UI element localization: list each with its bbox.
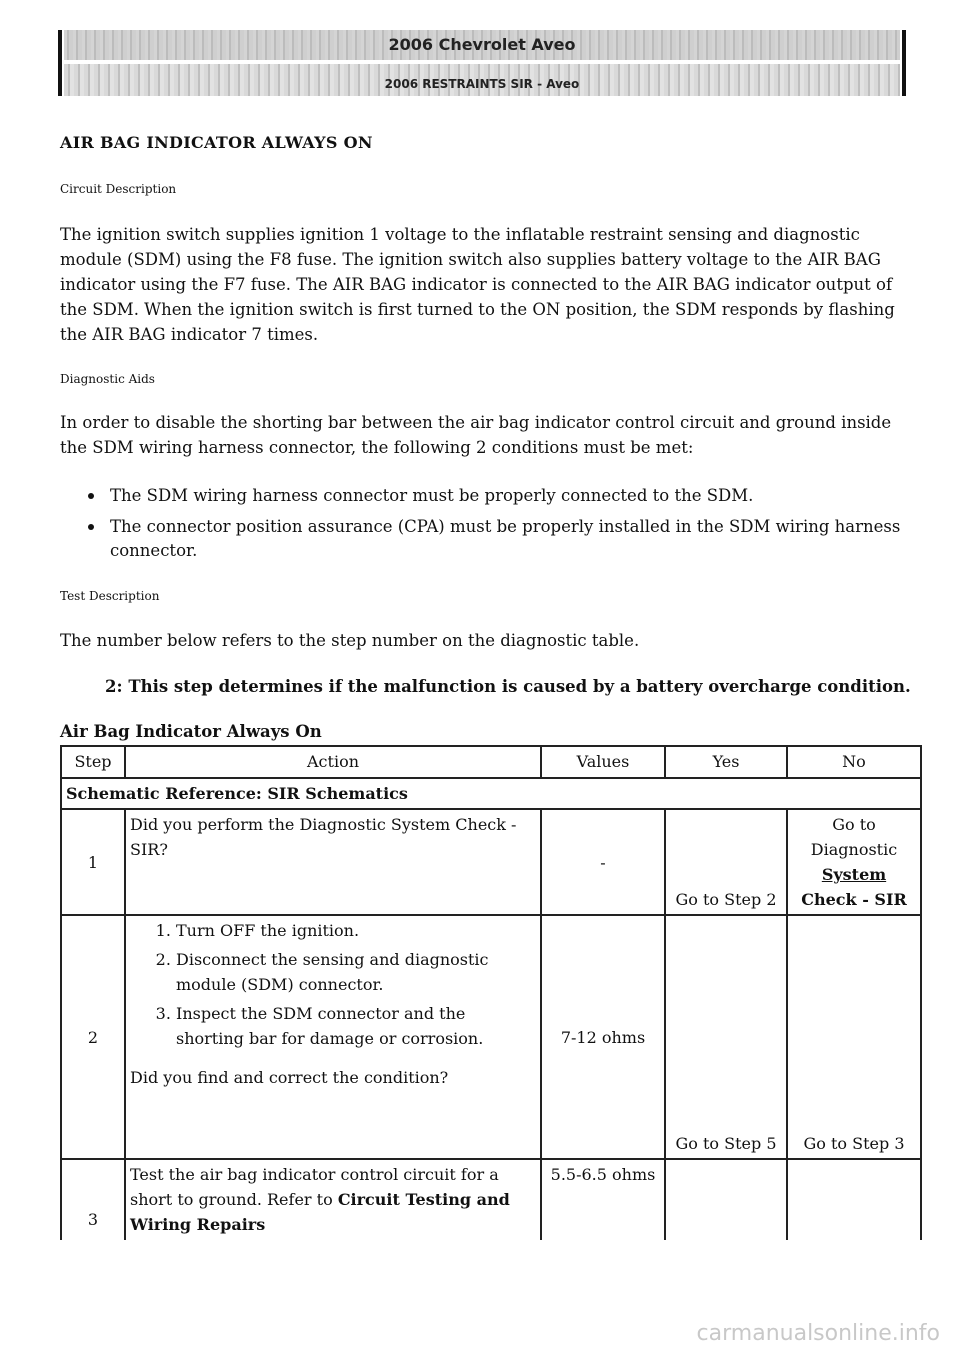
schematic-reference[interactable]: Schematic Reference: SIR Schematics [61, 778, 921, 809]
step-values: - [541, 809, 665, 915]
circuit-description-heading: Circuit Description [60, 182, 177, 196]
step-yes-link[interactable]: Go to Step 5 [665, 915, 787, 1159]
step-yes-link[interactable]: Go to Step 2 [665, 809, 787, 915]
test-description-heading: Test Description [60, 589, 160, 603]
table-row [61, 915, 921, 1159]
header-no: No [787, 746, 921, 778]
action-step: 1. Turn OFF the ignition. [176, 918, 536, 943]
step-values: 5.5-6.5 ohms [541, 1159, 665, 1279]
bullet-text: The SDM wiring harness connector must be properly connected to the SDM. [110, 486, 754, 505]
bullet-item-1 [88, 484, 903, 508]
step-values: 7-12 ohms [541, 915, 665, 1159]
schematic-reference-row [61, 778, 921, 809]
header-values: Values [541, 746, 665, 778]
table-row [61, 809, 921, 915]
step-question: Did you find and correct the condition? [130, 1068, 449, 1087]
step-number: 2 [61, 915, 125, 1159]
action-steps-list [130, 918, 536, 1051]
step-no-link[interactable] [787, 809, 921, 915]
bullet-item-2 [88, 515, 903, 563]
step-action: Did you perform the Diagnostic System Check - SIR? [125, 809, 541, 915]
header-title: 2006 Chevrolet Aveo [64, 30, 900, 60]
watermark: carmanualsonline.info [696, 1321, 940, 1346]
no-link-line-2: System [821, 865, 887, 884]
bullet-dot [88, 524, 94, 530]
diagnostic-aids-text: In order to disable the shorting bar between the air bag indicator control circuit and ground inside the SDM wiring harness connector, the following 2 conditions must be met: [60, 413, 892, 457]
no-link-line-1: Go to Diagnostic [810, 815, 898, 859]
circuit-description-text: The ignition switch supplies ignition 1 voltage to the inflatable restraint sensing and diagnostic module (SDM) using the F8 fuse. The ignition switch also supplies battery voltage to the AIR BAG indicator using the F7 fuse. The AIR BAG indicator is connected to the AIR BAG indicator output of the SDM. When the ignition switch is first turned to the ON position, the SDM responds by flashing the AIR BAG indicator 7 times. [60, 225, 895, 344]
step-no-link[interactable]: Go to Step 3 [787, 915, 921, 1159]
step-number: 3 [61, 1159, 125, 1279]
no-link-line-3: Check - SIR [801, 890, 907, 909]
step-note: 2: This step determines if the malfunction is caused by a battery overcharge condition. [105, 677, 911, 696]
header-subtitle: 2006 RESTRAINTS SIR - Aveo [64, 64, 900, 96]
action-step: 3. Inspect the SDM connector and the shorting bar for damage or corrosion. [176, 1001, 536, 1051]
header-yes: Yes [665, 746, 787, 778]
action-step: 2. Disconnect the sensing and diagnostic module (SDM) connector. [176, 947, 536, 997]
step-action [125, 915, 541, 1159]
circuit-testing-link[interactable]: Circuit Testing and Wiring Repairs [130, 1190, 510, 1234]
header-action: Action [125, 746, 541, 778]
diagnostic-table [60, 745, 922, 1280]
bullet-text: The connector position assurance (CPA) must be properly installed in the SDM wiring harness connector. [110, 517, 901, 560]
step-action-text: Test the air bag indicator control circuit for a short to ground. Refer to [130, 1165, 499, 1209]
header-step: Step [61, 746, 125, 778]
diagnostic-aids-heading: Diagnostic Aids [60, 372, 155, 386]
test-description-text: The number below refers to the step number on the diagnostic table. [60, 631, 640, 650]
table-caption: Air Bag Indicator Always On [60, 722, 322, 741]
header-border-right [902, 30, 906, 96]
bullet-dot [88, 493, 94, 499]
table-header-row [61, 746, 921, 778]
header-border-left [58, 30, 62, 96]
step-number: 1 [61, 809, 125, 915]
section-title: AIR BAG INDICATOR ALWAYS ON [60, 133, 373, 152]
document-header [58, 30, 906, 96]
